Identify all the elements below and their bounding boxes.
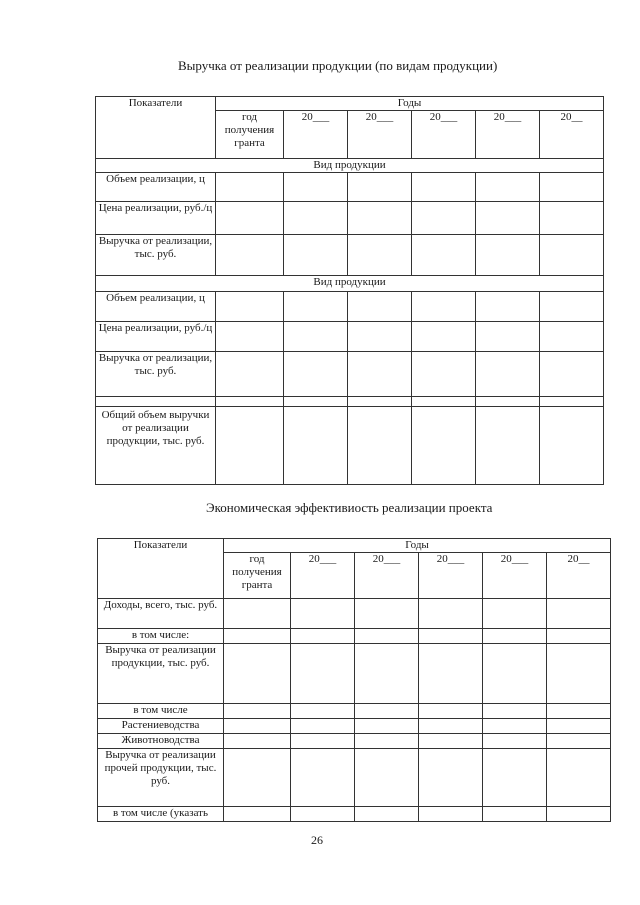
table-cell bbox=[224, 749, 291, 807]
table-cell bbox=[224, 629, 291, 644]
table-cell bbox=[355, 719, 419, 734]
row-label: в том числе: bbox=[98, 629, 224, 644]
table-cell bbox=[96, 397, 216, 407]
row-label: Выручка от реализации продукции, тыс. руб. bbox=[98, 644, 224, 704]
table-cell bbox=[355, 704, 419, 719]
table-cell bbox=[291, 644, 355, 704]
row-label: Общий объем выручки от реализации продукции, тыс. руб. bbox=[96, 407, 216, 485]
table-cell bbox=[476, 322, 540, 352]
table-cell bbox=[540, 397, 604, 407]
table-cell bbox=[547, 599, 611, 629]
year-header: 20__ bbox=[547, 553, 611, 599]
table-cell bbox=[419, 719, 483, 734]
table-cell bbox=[284, 322, 348, 352]
grant-year-header: год получения гранта bbox=[224, 553, 291, 599]
year-header: 20__ bbox=[540, 111, 604, 159]
table-cell bbox=[483, 629, 547, 644]
table-cell bbox=[348, 292, 412, 322]
table-cell bbox=[216, 235, 284, 276]
table-cell bbox=[355, 807, 419, 822]
table-cell bbox=[348, 173, 412, 202]
table-cell bbox=[540, 407, 604, 485]
years-header: Годы bbox=[224, 539, 611, 553]
table-cell bbox=[216, 292, 284, 322]
table2-title: Экономическая эффективиость реализации проекта bbox=[206, 500, 493, 515]
table-cell bbox=[355, 734, 419, 749]
table-cell bbox=[216, 173, 284, 202]
row-label: Объем реализации, ц bbox=[96, 173, 216, 202]
table-cell bbox=[412, 202, 476, 235]
table-cell bbox=[412, 407, 476, 485]
table-cell bbox=[476, 173, 540, 202]
table-cell bbox=[291, 599, 355, 629]
table-cell bbox=[419, 599, 483, 629]
year-header: 20___ bbox=[284, 111, 348, 159]
table-cell bbox=[284, 397, 348, 407]
table-cell bbox=[547, 719, 611, 734]
table-cell bbox=[412, 235, 476, 276]
table-cell bbox=[476, 235, 540, 276]
year-header: 20___ bbox=[412, 111, 476, 159]
table-cell bbox=[419, 644, 483, 704]
table-cell bbox=[540, 352, 604, 397]
indicators-header: Показатели bbox=[96, 97, 216, 159]
table-cell bbox=[419, 734, 483, 749]
table-cell bbox=[483, 749, 547, 807]
table-cell bbox=[284, 292, 348, 322]
table-cell bbox=[483, 734, 547, 749]
table1-title: Выручка от реализации продукции (по видам продукции) bbox=[178, 58, 498, 73]
table-cell bbox=[547, 749, 611, 807]
table-cell bbox=[224, 734, 291, 749]
table-cell bbox=[412, 352, 476, 397]
table-cell bbox=[547, 734, 611, 749]
table-cell bbox=[291, 704, 355, 719]
table-cell bbox=[348, 407, 412, 485]
table-cell bbox=[547, 644, 611, 704]
row-label: Выручка от реализации прочей продукции, тыс. руб. bbox=[98, 749, 224, 807]
row-label: Выручка от реализации, тыс. руб. bbox=[96, 235, 216, 276]
table-cell bbox=[348, 202, 412, 235]
table-cell bbox=[291, 734, 355, 749]
table-cell bbox=[355, 629, 419, 644]
year-header: 20___ bbox=[355, 553, 419, 599]
row-label: Цена реализации, руб./ц bbox=[96, 322, 216, 352]
table-cell bbox=[483, 719, 547, 734]
row-label: Доходы, всего, тыс. руб. bbox=[98, 599, 224, 629]
table-cell bbox=[419, 749, 483, 807]
table-cell bbox=[476, 352, 540, 397]
table-cell bbox=[419, 629, 483, 644]
table-cell bbox=[355, 644, 419, 704]
table-cell bbox=[412, 173, 476, 202]
table-cell bbox=[419, 704, 483, 719]
table-cell bbox=[419, 807, 483, 822]
row-label: Растениеводства bbox=[98, 719, 224, 734]
row-label: в том числе (указать bbox=[98, 807, 224, 822]
product-type-section: Вид продукции bbox=[96, 276, 604, 292]
row-label: Объем реализации, ц bbox=[96, 292, 216, 322]
table-cell bbox=[540, 292, 604, 322]
table-cell bbox=[348, 235, 412, 276]
table-cell bbox=[216, 352, 284, 397]
table-cell bbox=[476, 407, 540, 485]
table-cell bbox=[224, 704, 291, 719]
grant-year-header: год получения гранта bbox=[216, 111, 284, 159]
product-type-section: Вид продукции bbox=[96, 159, 604, 173]
table-cell bbox=[540, 235, 604, 276]
year-header: 20___ bbox=[476, 111, 540, 159]
table-cell bbox=[284, 202, 348, 235]
table-cell bbox=[476, 397, 540, 407]
table-cell bbox=[216, 202, 284, 235]
table-cell bbox=[540, 173, 604, 202]
row-label: Цена реализации, руб./ц bbox=[96, 202, 216, 235]
table-cell bbox=[224, 599, 291, 629]
page-number: 26 bbox=[311, 833, 323, 847]
table-cell bbox=[224, 644, 291, 704]
table-cell bbox=[348, 352, 412, 397]
table-cell bbox=[476, 202, 540, 235]
table-cell bbox=[284, 235, 348, 276]
table-cell bbox=[540, 202, 604, 235]
table-cell bbox=[355, 599, 419, 629]
table-cell bbox=[547, 704, 611, 719]
table-cell bbox=[216, 407, 284, 485]
year-header: 20___ bbox=[348, 111, 412, 159]
table-cell bbox=[483, 807, 547, 822]
table-cell bbox=[547, 629, 611, 644]
year-header: 20___ bbox=[419, 553, 483, 599]
table-cell bbox=[291, 749, 355, 807]
table-cell bbox=[284, 407, 348, 485]
table-cell bbox=[412, 397, 476, 407]
table-cell bbox=[355, 749, 419, 807]
indicators-header: Показатели bbox=[98, 539, 224, 599]
revenue-by-product-table bbox=[95, 96, 604, 485]
table-cell bbox=[216, 322, 284, 352]
table-cell bbox=[483, 599, 547, 629]
table-cell bbox=[348, 397, 412, 407]
row-label: в том числе bbox=[98, 704, 224, 719]
year-header: 20___ bbox=[291, 553, 355, 599]
row-label: Животноводства bbox=[98, 734, 224, 749]
table-cell bbox=[291, 807, 355, 822]
table-cell bbox=[540, 322, 604, 352]
year-header: 20___ bbox=[483, 553, 547, 599]
table-cell bbox=[224, 719, 291, 734]
table-cell bbox=[224, 807, 291, 822]
table-cell bbox=[412, 292, 476, 322]
table-cell bbox=[284, 352, 348, 397]
years-header: Годы bbox=[216, 97, 604, 111]
table-cell bbox=[483, 644, 547, 704]
table-cell bbox=[348, 322, 412, 352]
table-cell bbox=[216, 397, 284, 407]
table-cell bbox=[412, 322, 476, 352]
table-cell bbox=[291, 719, 355, 734]
table-cell bbox=[547, 807, 611, 822]
row-label: Выручка от реализации, тыс. руб. bbox=[96, 352, 216, 397]
table-cell bbox=[284, 173, 348, 202]
table-cell bbox=[483, 704, 547, 719]
economic-efficiency-table bbox=[97, 538, 611, 822]
table-cell bbox=[476, 292, 540, 322]
table-cell bbox=[291, 629, 355, 644]
